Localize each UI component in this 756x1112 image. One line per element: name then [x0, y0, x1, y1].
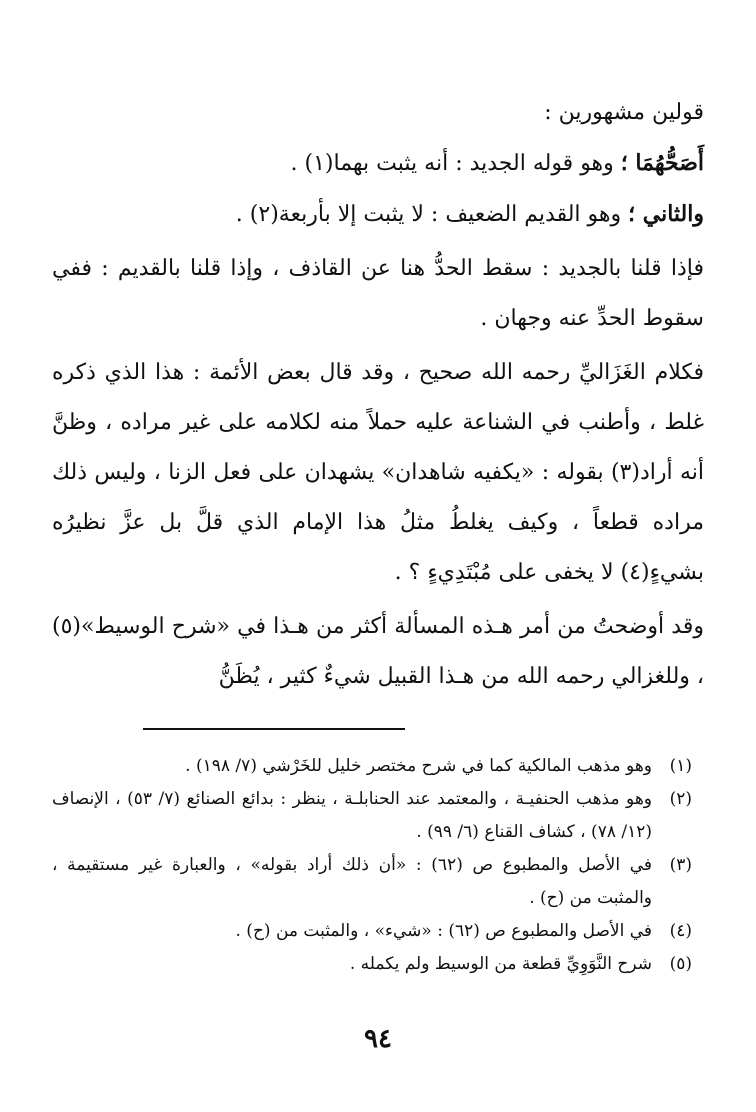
footnote-number: (١): [669, 756, 692, 776]
text-line: [52, 88, 704, 138]
text-line: [52, 189, 704, 240]
footnote-number: (٣): [669, 855, 692, 875]
line-text: وهو قوله الجديد : أنه يثبت بهما(١) .: [290, 151, 621, 176]
footnote: [52, 783, 704, 849]
footnote-number: (٥): [669, 954, 692, 974]
footnotes: [52, 750, 704, 981]
footnote-text: في الأصل والمطبوع ص (٦٢) : «شيء» ، والمثبت من (ح) .: [235, 921, 652, 941]
footnote-text: وهو مذهب المالكية كما في شرح مختصر خليل للخَرْشي (٧/ ١٩٨) .: [185, 756, 652, 776]
line-text: قولين مشهورين :: [544, 100, 704, 125]
footnote: [52, 750, 704, 783]
bold-lead: والثاني ؛: [628, 201, 704, 227]
footnote: [52, 849, 704, 915]
footnote-number: (٢): [669, 789, 692, 809]
footnote-separator: [143, 728, 405, 730]
paragraph: وقد أوضحتُ من أمر هـذه المسألة أكثر من هـذا في «شرح الوسيط»(٥) ، وللغزالي رحمه الله من هـذا القبيل شيءٌ كثير ، يُظَنُّ: [52, 614, 705, 689]
text-line: [52, 138, 704, 189]
paragraph: فإذا قلنا بالجديد : سقط الحدُّ هنا عن القاذف ، وإذا قلنا بالقديم : ففي سقوط الحدِّ عنه وجهان .: [52, 256, 704, 331]
footnote: [52, 915, 704, 948]
line-text: وهو القديم الضعيف : لا يثبت إلا بأربعة(٢) .: [235, 202, 629, 227]
footnote: [52, 948, 704, 981]
footnote-text: وهو مذهب الحنفيـة ، والمعتمد عند الحنابلـة ، ينظر : بدائع الصنائع (٧/ ٥٣) ، الإنصاف (١٢/ ٧٨) ، كشاف القناع (٦/ ٩٩) .: [52, 789, 653, 842]
main-text: [52, 88, 704, 702]
footnote-text: شرح النَّوَوِيِّ قطعة من الوسيط ولم يكمله .: [349, 954, 652, 974]
bold-lead: أَصَحُّهُمَا ؛: [620, 150, 704, 176]
page-number: ٩٤: [364, 1024, 392, 1054]
paragraph: فكلام الغَزَاليِّ رحمه الله صحيح ، وقد قال بعض الأئمة : هذا الذي ذكره غلط ، وأطنب في الشناعة عليه حملاً منه لكلامه على غير مراده ، وظنَّ أنه أراد(٣) بقوله : «يكفيه شاهدان» يشهدان على فعل الزنا ، وليس ذلك مراده قطعاً ، وكيف يغلطُ مثلُ هذا الإمام الذي قلَّ بل عزَّ نظيرُه بشيءٍ(٤) لا يخفى على مُبْتَدِيءٍ ؟ .: [52, 360, 704, 585]
footnote-text: في الأصل والمطبوع ص (٦٢) : «أن ذلك أراد بقوله» ، والعبارة غير مستقيمة ، والمثبت من (ح) .: [52, 855, 652, 908]
footnote-number: (٤): [669, 921, 692, 941]
